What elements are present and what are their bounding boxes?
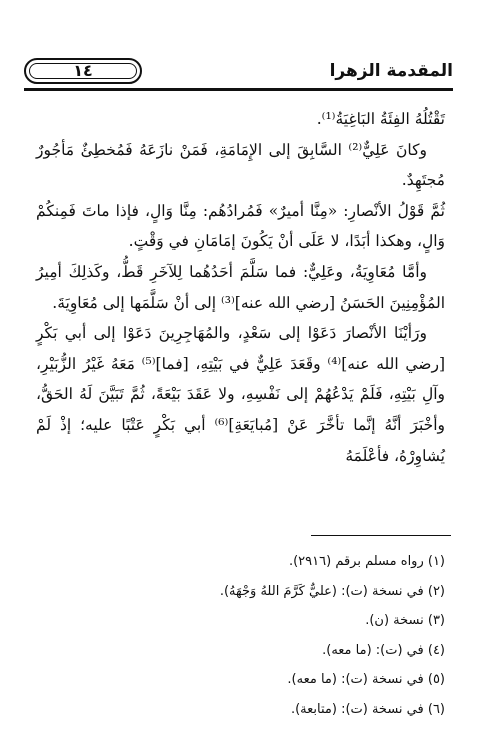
running-title: المقدمة الزهرا — [329, 61, 453, 81]
paragraph-5: ورَأيْنَا الأنْصارَ دَعَوْا إلى سَعْدٍ، والمُهَاجِرِينَ دَعَوْا إلى أبي بَكْرٍ [رضي الله عنه]⁽⁴⁾ وقَعَدَ عَلِيٌّ في بَيْتِهِ، [فما]⁽⁵⁾ مَعَهُ غَيْرُ الزُّبَيْرِ، وآلِ بَيْتِهِ، فَلَمْ يَدْعُهُمْ إلى نَفْسِهِ، ولا عَقَدَ بَيْعَةً، ثُمَّ تَبَيَّنَ لَهُ الحَقُّ، وأخْبَرَ أنَّهُ إنَّما تأخَّرَ عَنْ [مُبايَعَةِ]⁽⁶⁾ أبي بَكْرٍ عَتْبًا عليه؛ إذْ لَمْ يُشاوِرْهُ، فأعْلَمَهُ — [36, 324, 445, 465]
paragraph-3: ثُمَّ قَوْلُ الأنْصارِ: «مِنَّا أميرٌ» فَمُرادُهُم: مِنَّا وَالٍ، فإذا ماتَ فَمِنكُمْ وَالٍ، وهكذا أبَدًا، لا عَلَى أنْ يَكُونَ إمَامَانِ في وَقْتٍ. — [36, 201, 445, 251]
paragraph-4: وأمَّا مُعَاوِيَةُ، وعَلِيٌّ: فما سَلَّمَ أحَدُهُما لِلآخَرِ قَطُّ، وكَذلِكَ أمِيرُ المُؤْمِنِينَ الحَسَنُ [رضي الله عنه]⁽³⁾ إلى أنْ سَلَّمَها إلى مُعَاوِيَةَ. — [36, 262, 445, 312]
footnote-1: (١) رواه مسلم برقم (٢٩١٦). — [288, 554, 445, 569]
footnotes — [36, 547, 445, 725]
body-text — [36, 104, 445, 471]
footnote-4: (٤) في (ت): (ما معه). — [322, 642, 445, 658]
page-number-badge — [24, 58, 142, 84]
paragraph-2: وكانَ عَلِيٌّ⁽²⁾ السَّابِقَ إلى الإِمَامَةِ، فَمَنْ نازَعَهُ فَمُخطِئٌ مَأجُورٌ مُجتَهِدٌ. — [36, 140, 445, 190]
footnote-divider — [311, 535, 451, 536]
footnote-5: (٥) في نسخة (ت): (ما معه). — [287, 672, 445, 688]
page-header — [24, 58, 453, 92]
footnote-6: (٦) في نسخة (ت): (متابعة). — [290, 701, 445, 717]
paragraph-1: تَقْتُلُهُ الفِئَةُ البَاغِيَةُ⁽¹⁾. — [316, 110, 445, 128]
footnote-3: (٣) نسخة (ن). — [365, 613, 445, 629]
footnote-2: (٢) في نسخة (ت): (عليٌّ كَرَّمَ اللهُ وَجْهَهُ). — [219, 583, 445, 599]
page-number: ١٤ — [73, 61, 93, 80]
header-rule — [24, 88, 453, 91]
